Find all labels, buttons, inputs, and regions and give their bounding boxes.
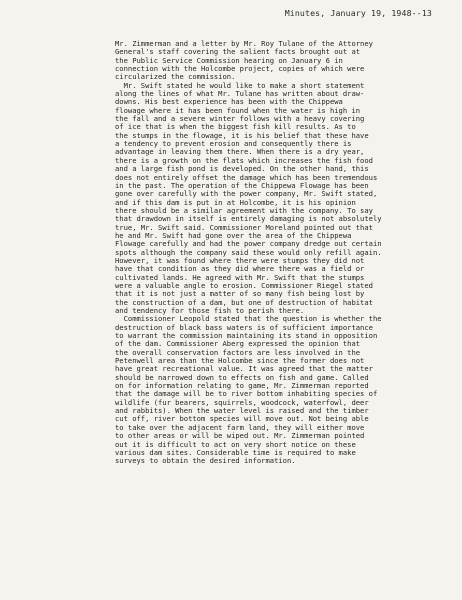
body-line: Mr. Zimmerman and a letter by Mr. Roy Tulane of the Attorney [115, 39, 373, 48]
body-line: advantage in leaving them there. When there is a dry year, [115, 147, 365, 157]
body-line: However, it was found where there were stumps they did not [115, 255, 365, 265]
body-line: were a valuable angle to erosion. Commissioner Riegel stated [115, 280, 373, 290]
body-line: that the damage will be to river bottom inhabiting species of [115, 389, 378, 399]
body-line: of ice that is when the biggest fish kill results. As to [115, 122, 356, 132]
body-line: and if this dam is put in at Holcombe, it is his opinion [115, 197, 356, 207]
body-line: does not entirely offset the damage which has been tremendous [115, 172, 378, 182]
body-line: wildlife (fur bearers, squirrels, woodcock, waterfowl, deer [115, 397, 369, 407]
body-line: and tendency for those fish to perish there. [115, 306, 305, 315]
body-line: flowage where it has been found when the water is high in [115, 105, 361, 115]
body-line: along the lines of what Mr. Tulane has written about draw- [115, 89, 365, 99]
body-line: circularized the commission. [115, 72, 236, 82]
body-line: downs. His best experience has been with the Chippewa [115, 97, 343, 107]
body-line: there should be a similar agreement with the company. To say [115, 205, 373, 215]
body-line: destruction of black bass waters is of sufficient importance [115, 322, 373, 332]
body-line: Commissioner Leopold stated that the question is whether the [115, 314, 382, 324]
page-header: Minutes, January 19, 1948--13 [284, 8, 432, 18]
body-line: and a large fish pond is developed. On the other hand, this [115, 164, 369, 174]
body-line: Flowage carefully and had the power company dredge out certain [115, 239, 382, 249]
body-line: gone over carefully with the power company, Mr. Swift stated, [115, 189, 378, 199]
body-line: he and Mr. Swift had gone over the area of the Chippewa [115, 230, 352, 240]
body-line: and rabbits). When the water level is raised and the timber [115, 406, 369, 416]
body-line: the Public Service Commission hearing on January 6 in [115, 55, 343, 65]
body-line: to other areas or will be wiped out. Mr. Zimmerman pointed [115, 431, 365, 441]
body-line: to take over the adjacent farm land, they will either move [115, 422, 365, 432]
body-line: General's staff covering the salient facts brought out at [115, 47, 361, 57]
body-line: the fall and a severe winter follows with a heavy covering [115, 114, 365, 124]
body-line: various dam sites. Considerable time is required to make [115, 447, 356, 457]
body-line: Petenwell area than the Holcombe since the former does not [115, 356, 365, 366]
body-line: spots although the company said these would only refill again. [115, 247, 382, 257]
body-line: cultivated lands. He agreed with Mr. Swift that the stumps [115, 272, 365, 282]
body-line: a tendency to prevent erosion and consequently there is [115, 139, 352, 149]
body-line: true, Mr. Swift said. Commissioner Moreland pointed out that [115, 222, 373, 232]
body-line: connection with the Holcombe project, copies of which were [115, 64, 365, 74]
body-line: surveys to obtain the desired information. [115, 456, 296, 466]
body-line: the stumps in the flowage, it is his belief that these have [115, 130, 369, 140]
body-line: have great recreational value. It was agreed that the matter [115, 364, 373, 374]
body-line: the overall conservation factors are less involved in the [115, 347, 361, 357]
body-line: of the dam. Commissioner Aberg expressed the opinion that [115, 339, 361, 349]
body-line: to warrant the commission maintaining its stand in opposition [115, 331, 378, 341]
body-line: Mr. Swift stated he would like to make a short statement [115, 80, 365, 90]
body-line: on for information relating to game, Mr. Zimmerman reported [115, 381, 369, 391]
body-line: in the past. The operation of the Chippewa Flowage has been [115, 180, 369, 190]
body-line: there is a growth on the flats which increases the fish food [115, 155, 373, 165]
body-line: the construction of a dam, but one of destruction of habitat [115, 297, 373, 307]
body-line: have that condition as they did where there was a field or [115, 264, 365, 274]
body-line: should be narrowed down to effects on fish and game. Called [115, 372, 369, 382]
minutes-body [115, 40, 444, 466]
body-line: that drawdown in itself is entirely damaging is not absolutely [115, 214, 382, 224]
body-line: cut off, river bottom species will move out. Not being able [115, 414, 369, 424]
body-line: that it is not just a matter of so many fish being lost by [115, 289, 365, 299]
body-line: out it is difficult to act on very short notice on these [115, 439, 356, 449]
